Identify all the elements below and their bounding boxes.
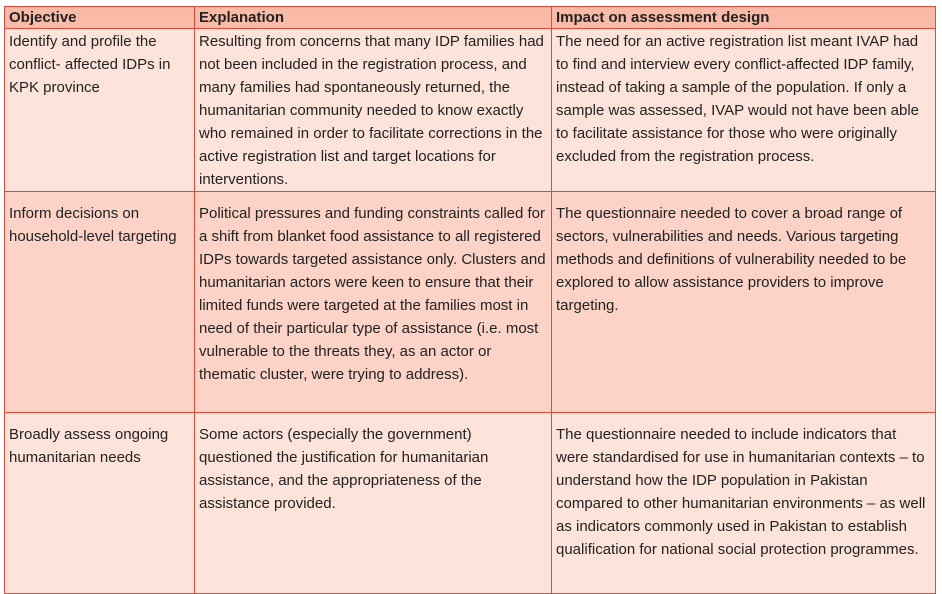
objective-cell: Inform decisions on household-level targeting [5,192,195,413]
header-impact: Impact on assessment design [552,7,936,29]
header-explanation: Explanation [195,7,552,29]
impact-cell: The questionnaire needed to include indicators that were standardised for use in humanitarian contexts – to understand how the IDP population in Pakistan compared to other humanitarian environments – as well as indicators commonly used in Pakistan to establish qualification for national social protection programmes. [552,413,936,594]
explanation-cell: Resulting from concerns that many IDP families had not been included in the registration process, and many families had spontaneously returned, the humanitarian community needed to know exactly who remained in order to facilitate corrections in the active registration list and target locations for interventions. [195,29,552,192]
impact-cell: The questionnaire needed to cover a broad range of sectors, vulnerabilities and needs. Various targeting methods and definitions of vulnerability needed to be explored to allow assistance providers to improve targeting. [552,192,936,413]
objective-cell: Identify and profile the conflict- affected IDPs in KPK province [5,29,195,192]
objectives-table [4,6,936,594]
table-row [5,29,936,192]
objective-cell: Broadly assess ongoing humanitarian needs [5,413,195,594]
header-row [5,7,936,29]
table-row [5,192,936,413]
header-objective: Objective [5,7,195,29]
table-row [5,413,936,594]
explanation-cell: Some actors (especially the government) questioned the justification for humanitarian assistance, and the appropriateness of the assistance provided. [195,413,552,594]
explanation-cell: Political pressures and funding constraints called for a shift from blanket food assistance to all registered IDPs towards targeted assistance only. Clusters and humanitarian actors were keen to ensure that their limited funds were targeted at the families most in need of their particular type of assistance (i.e. most vulnerable to the threats they, as an actor or thematic cluster, were trying to address). [195,192,552,413]
impact-cell: The need for an active registration list meant IVAP had to find and interview every conflict-affected IDP family, instead of taking a sample of the population. If only a sample was assessed, IVAP would not have been able to facilitate assistance for those who were originally excluded from the registration process. [552,29,936,192]
